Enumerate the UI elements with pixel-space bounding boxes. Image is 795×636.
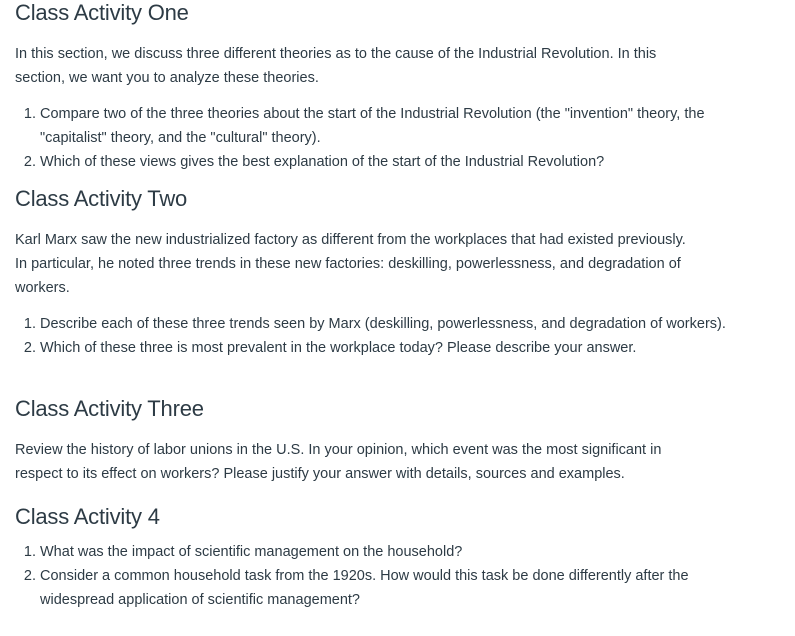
section-heading-activity-four: Class Activity 4 xyxy=(15,504,160,529)
list-item: 2. Consider a common household task from the 1920s. How would this task be done differently after the widespread application of scientific management? xyxy=(40,564,730,612)
list-item: 2. Which of these three is most prevalent in the workplace today? Please describe your answer. xyxy=(40,336,730,360)
question-list-activity-four xyxy=(15,540,730,612)
section-intro-activity-three: Review the history of labor unions in the U.S. In your opinion, which event was the most significant in respect to its effect on workers? Please justify your answer with details, sources and examples. xyxy=(15,442,662,482)
list-item: 2. Which of these views gives the best explanation of the start of the Industrial Revolution? xyxy=(40,150,730,174)
section-intro-activity-two: Karl Marx saw the new industrialized factory as different from the workplaces that had existed previously. In particular, he noted three trends in these new factories: deskilling, powerlessness, and degradation of workers. xyxy=(15,232,686,296)
section-heading-activity-three: Class Activity Three xyxy=(15,396,204,421)
list-item: 1. What was the impact of scientific management on the household? xyxy=(40,540,730,564)
list-item: 1. Describe each of these three trends seen by Marx (deskilling, powerlessness, and degradation of workers). xyxy=(40,312,730,336)
section-heading-activity-one: Class Activity One xyxy=(15,0,189,25)
section-heading-activity-two: Class Activity Two xyxy=(15,186,188,211)
list-item: 1. Compare two of the three theories about the start of the Industrial Revolution (the "invention" theory, the "capitalist" theory, and the "cultural" theory). xyxy=(40,102,730,150)
section-intro-activity-one: In this section, we discuss three different theories as to the cause of the Industrial Revolution. In this section, we want you to analyze these theories. xyxy=(15,46,657,86)
question-list-activity-one xyxy=(15,102,730,174)
question-list-activity-two xyxy=(15,312,730,360)
